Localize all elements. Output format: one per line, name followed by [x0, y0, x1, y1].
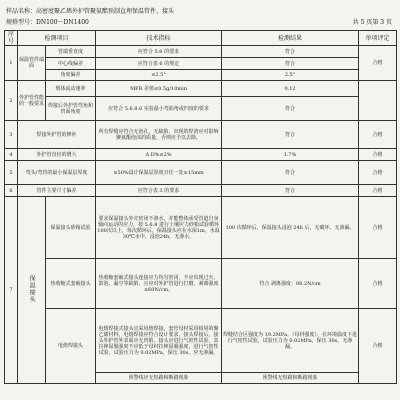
col-no: 序号	[5, 31, 18, 46]
col-spec: 技术指标	[96, 31, 222, 46]
model-label: 规格型号：	[6, 19, 37, 26]
sample-name-line	[6, 6, 174, 15]
table-row: 热收缩式套袖接头 热收缩套袖式接头连接应力均匀密闭，不应出现过火、鼓泡、漏空等缺陷，且应对外护管进行打磨，剥离强度≥60N/cm。 符合 剥离强度：98.2N/cm 合格	[5, 259, 397, 309]
table-row: 2 外护管性能的一般要求 熔体流动速率 MFR 差值≤0.5g/10min 0.12	[5, 81, 397, 97]
inspection-table	[4, 30, 397, 384]
table-row: 电熔焊接头 电熔焊接式接头宜采用熔焊接，套管母材采用相同的聚乙烯材料，电熔焊接应符合设计要求，接头焊接后，接头外护管外表面应无凹陷、接头应进行气密性试验，其拉伸屈服强度不应低于母材拉伸屈服强度，进行气密性试验，试验压力为 0.02MPa，保压 30s，应无渗漏。 焊缝结合区强度为 19.2MPa。（母材强度），在环境温度下进行气密性试验，试验压力为 0.02MPa，保压 30s，无渗漏。 合格	[5, 309, 397, 373]
col-result: 检测结果	[222, 31, 359, 46]
model-value: DN100～DN1400	[36, 19, 89, 26]
table-row: 4 外护管直径的增大 Δ D%≤2% 1.7% 合格	[5, 149, 397, 161]
table-row: 3 焊接外护管的修补 所有焊缝应符合无泡孔，无缺陷，出现的焊渣应对影响聚氨酯泡沫的质量，否则应予以去除。 符合 合格	[5, 121, 397, 149]
table-header-row	[5, 31, 397, 46]
table-row: 角度偏差 ≤2.5° 2.5°	[5, 70, 397, 81]
table-row: 7 保温接头 保温接头砂箱试验 要求保温接头外壳密闭不渗水，并能整体承受管道自身轴向运动的应力，按 5.6.8 进行土壤应力砂箱试验循环100次以上，每次循环后，保温接头应在水深1m，水温30℃水中，浸泡24h，无渗水。 100 次循环后，保温接头浸泡 24h 后，无破坏、无渗漏。 合格	[5, 197, 397, 259]
sample-name-value: 高密度聚乙烯外护管聚氨酯预制直埋保温管件、接头	[36, 8, 175, 15]
table-row: 中心线偏差 应符合表 6 的规定 符合	[5, 58, 397, 70]
col-eval: 单项评定	[359, 31, 397, 46]
joint-group-label: 保温接头	[28, 275, 36, 304]
table-row: 预警线应无短路和断路现象 预警线无短路和断路现象	[5, 373, 397, 384]
table-row: 焊接后外护管弯角和凹面角度 应符合 5.6.8.6 实验最小弯曲角或凹度的要求 符合	[5, 97, 397, 121]
table-row: 1 保温管件端面 管端垂直度 应符合 5.6 的要求 符合 合格	[5, 46, 397, 58]
table-row: 5 弯头/弯管的最小保温层厚度 ≥50%设计保温层厚度且任一处≥15mm 符合 合格	[5, 161, 397, 185]
sample-name-label: 样品名称：	[6, 8, 37, 15]
page-info: 共 5 页第 3 页	[352, 19, 392, 26]
table-row: 6 管件主要尺寸偏差 应符合表 3 的要求 符合 合格	[5, 185, 397, 197]
model-line	[6, 17, 89, 26]
col-item: 检测项目	[18, 31, 96, 46]
